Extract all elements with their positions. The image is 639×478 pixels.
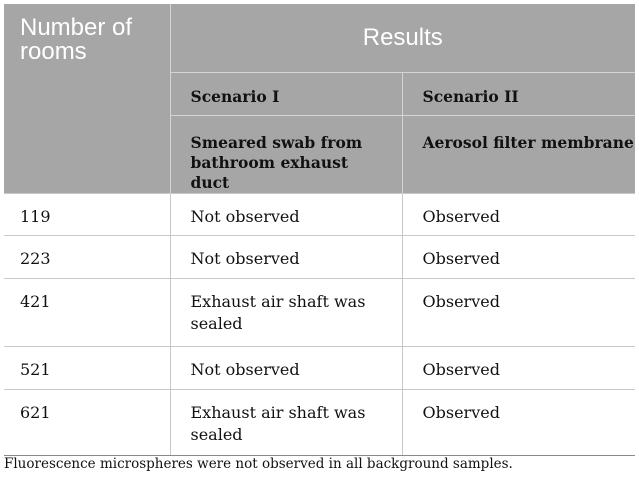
scenario-2-result: Observed <box>422 249 500 268</box>
scenario-2-result: Observed <box>422 403 500 422</box>
scenario-2-result: Observed <box>422 207 500 226</box>
scenario-1-result: Exhaust air shaft was sealed <box>190 292 366 333</box>
scenario-1-label: Scenario I <box>190 86 280 106</box>
room-number: 521 <box>20 360 51 379</box>
room-number: 119 <box>20 207 51 226</box>
table-row <box>4 279 635 347</box>
header-row-1 <box>4 4 635 73</box>
scenario-2-label: Scenario II <box>422 86 519 106</box>
table-row <box>4 347 635 390</box>
room-number: 621 <box>20 403 51 422</box>
room-number: 223 <box>20 249 51 268</box>
results-table <box>4 4 635 456</box>
results-header: Results <box>170 4 635 73</box>
table-row <box>4 390 635 456</box>
table-body <box>4 194 635 456</box>
scenario-1-result: Exhaust air shaft was sealed <box>190 403 366 444</box>
scenario-2-result: Observed <box>422 360 500 379</box>
table-footnote: Fluorescence microspheres were not observed in all background samples. <box>4 456 513 472</box>
method-1-label: Smeared swab from bathroom exhaust duct <box>190 133 363 192</box>
table-row <box>4 194 635 236</box>
method-1-header <box>170 116 402 194</box>
method-2-label: Aerosol filter membrane <box>422 133 634 152</box>
scenario-1-header <box>170 73 402 116</box>
rooms-header-cell <box>4 4 170 194</box>
rooms-header-label: Number of rooms <box>20 14 133 65</box>
table-row <box>4 236 635 279</box>
scenario-2-result: Observed <box>422 292 500 311</box>
scenario-2-header <box>402 73 635 116</box>
scenario-1-result: Not observed <box>190 360 300 379</box>
room-number: 421 <box>20 292 51 311</box>
method-2-header <box>402 116 635 194</box>
scenario-1-result: Not observed <box>190 207 300 226</box>
scenario-1-result: Not observed <box>190 249 300 268</box>
